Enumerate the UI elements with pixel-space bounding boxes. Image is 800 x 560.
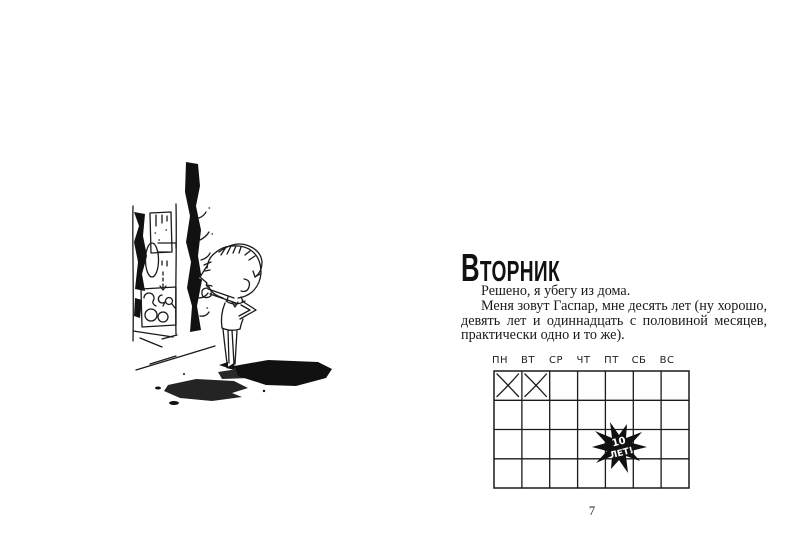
day-header: ПН — [491, 355, 509, 366]
shadow-left-lobe — [164, 379, 248, 401]
shadow-right-lobe — [234, 360, 332, 386]
door-dark-strip — [185, 162, 202, 332]
paragraph: Меня зовут Гаспар, мне десять лет (ну хорошо, девять лет и одиннадцать с половиной месяцев, практически одно и то же). — [461, 297, 767, 344]
day-header: ЧТ — [576, 355, 591, 366]
shadow-blob-2 — [155, 387, 161, 390]
boy-torso-front — [221, 303, 225, 328]
page-number: 7 — [588, 504, 596, 518]
doodle-tail — [172, 304, 175, 308]
boy-figure — [199, 244, 262, 370]
doodle-circle-1 — [145, 309, 157, 321]
paragraph: Решено, я убегу из дома. — [481, 283, 631, 299]
doodle-rectangle — [150, 212, 172, 253]
doodle-loop-2 — [158, 295, 165, 306]
day-header: СР — [548, 355, 564, 366]
door-wall-scribbles — [133, 162, 213, 347]
day-header: ВС — [659, 355, 675, 366]
shadow-blob-1 — [169, 401, 179, 405]
chapter-title-rest: ТОРНИК — [479, 256, 561, 289]
calendar-lines — [494, 371, 689, 488]
boy-shirt-hem — [222, 328, 240, 330]
badge-text-top: 10 — [610, 435, 627, 450]
shadow-speck-2 — [263, 390, 265, 392]
crossed-day-mark — [497, 374, 519, 397]
door-left-edge — [133, 206, 134, 341]
day-header: СБ — [631, 355, 647, 366]
body-text — [461, 284, 767, 343]
day-header: ПТ — [604, 355, 619, 366]
doodle-lines — [158, 243, 176, 252]
boy-head-fill — [199, 246, 261, 299]
shadow-speck-1 — [183, 373, 185, 375]
doodle-small-ticks — [162, 261, 167, 266]
calendar-horizontal-lines — [494, 400, 689, 462]
crossed-day-mark — [525, 374, 547, 397]
doodle-loop-1 — [144, 293, 156, 306]
doodle-oval — [146, 243, 159, 277]
doodle-circle-2 — [158, 312, 168, 322]
boy-feet — [219, 362, 235, 370]
calendar-grid — [486, 350, 696, 494]
doodle-box — [141, 287, 176, 327]
illustration-boy-at-door — [118, 148, 333, 413]
boy-back — [240, 319, 243, 329]
boy-legs — [223, 329, 237, 364]
badge-text-bottom: ЛЕТ! — [608, 445, 635, 462]
calendar-day-headers — [492, 355, 674, 366]
floor-dark-dash — [150, 356, 176, 364]
door-bottom-lines — [133, 331, 177, 347]
doodle-circle-3 — [166, 298, 173, 305]
chapter-title-initial: В — [461, 247, 480, 291]
door-smudge-left — [134, 212, 147, 291]
boy-arm-on-hip — [239, 301, 256, 319]
floor-line — [136, 346, 215, 370]
day-header: ВТ — [521, 355, 535, 366]
doodle-ticks — [156, 215, 167, 226]
doodle-dots — [154, 230, 167, 244]
